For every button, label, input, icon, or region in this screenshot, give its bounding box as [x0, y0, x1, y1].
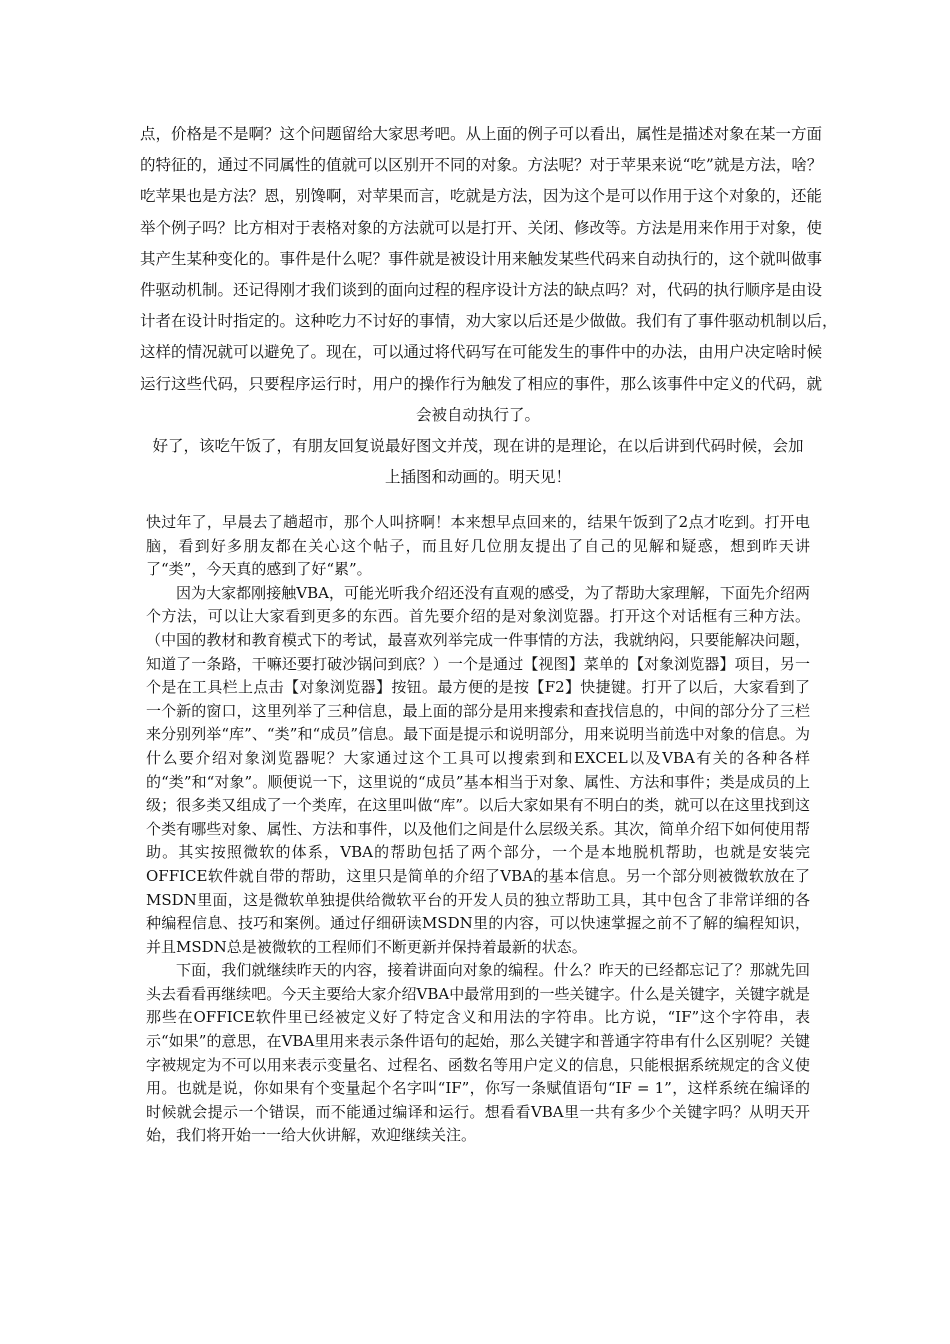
text-line: 其产生某种变化的。事件是什么呢？事件就是被设计用来触发某些代码来自动执行的，这个就叫做事 — [140, 249, 823, 268]
text-block-properties-methods-events — [140, 119, 838, 493]
text-line: 计者在设计时指定的。这种吃力不讨好的事情，劝大家以后还是少做做。我们有了事件驱动机制以后， — [140, 312, 838, 331]
paragraph-methods-events — [140, 119, 838, 431]
text-line: 会被自动执行了。 — [415, 405, 540, 424]
text-line: 件驱动机制。还记得刚才我们谈到的面向过程的程序设计方法的缺点吗？对，代码的执行顺序是由设 — [140, 281, 823, 300]
text-line: 上插图和动画的。明天见！ — [384, 468, 571, 487]
text-line: 这样的情况就可以避免了。现在，可以通过将代码写在可能发生的事件中的办法，由用户决定啥时候 — [140, 343, 823, 362]
text-line: 的特征的，通过不同属性的值就可以区别开不同的对象。方法呢？对于苹果来说“吃”就是方法，啥？ — [140, 156, 823, 175]
paragraph-keywords: 下面，我们就继续昨天的内容，接着讲面向对象的编程。什么？昨天的已经都忘记了？那就先回头去看看再继续吧。今天主要给大家介绍VBA中最常用到的一些关键字。什么是关键字，关键字就是那些在OFFICE软件里已经被定义好了特定含义和用法的字符串。比方说，“IF”这个字符串，表示“如果”的意思，在VBA里用来表示条件语句的起始，那么关键字和普通字符串有什么区别呢？关键字被规定为不可以用来表示变量名、过程名、函数名等用户定义的信息，只能根据系统规定的含义使用。也就是说，你如果有个变量起个名字叫“IF”，你写一条赋值语句“IF = 1”，这样系统在编译的时候就会提示一个错误，而不能通过编译和运行。想看看VBA里一共有多少个关键字吗？从明天开始，我们将开始一一给大伙讲解，欢迎继续关注。 — [146, 961, 810, 1145]
text-line: 举个例子吗？比方相对于表格对象的方法就可以是打开、关闭、修改等。方法是用来作用于对象，使 — [140, 218, 823, 237]
text-line: 运行这些代码，只要程序运行时，用户的操作行为触发了相应的事件，那么该事件中定义的代码，就 — [140, 374, 823, 393]
text-line: 点，价格是不是啊？这个问题留给大家思考吧。从上面的例子可以看出，属性是描述对象在某一方面 — [140, 125, 823, 143]
text-line: 吃苹果也是方法？恩，别馋啊，对苹果而言，吃就是方法，因为这个是可以作用于这个对象的，还能 — [140, 187, 823, 206]
text-line: 好了，该吃午饭了，有朋友回复说最好图文并茂，现在讲的是理论，在以后讲到代码时候，会加 — [152, 437, 804, 456]
paragraph-closing-note — [140, 431, 816, 493]
text-block-object-browser-keywords — [146, 511, 810, 1148]
paragraph-object-browser-help: 因为大家都刚接触VBA，可能光听我介绍还没有直观的感受，为了帮助大家理解，下面先介绍两个方法，可以让大家看到更多的东西。首先要介绍的是对象浏览器。打开这个对话框有三种方法。（中国的教材和教育模式下的考试，最喜欢列举完成一件事情的方法，我就纳闷，只要能解决问题，知道了一条路，干嘛还要打破沙锅问到底？）一个是通过【视图】菜单的【对象浏览器】项目，另一个是在工具栏上点击【对象浏览器】按钮。最方便的是按【F2】快捷键。打开了以后，大家看到了一个新的窗口，这里列举了三种信息，最上面的部分是用来搜索和查找信息的，中间的部分分了三栏来分别列举“库”、“类”和“成员”信息。最下面是提示和说明部分，用来说明当前选中对象的信息。为什么要介绍对象浏览器呢？大家通过这个工具可以搜索到和EXCEL以及VBA有关的各种各样的“类”和“对象”。顺便说一下，这里说的“成员”基本相当于对象、属性、方法和事件；类是成员的上级；很多类又组成了一个类库，在这里叫做“库”。以后大家如果有不明白的类，就可以在这里找到这个类有哪些对象、属性、方法和事件，以及他们之间是什么层级关系。其次，简单介绍下如何使用帮助。其实按照微软的体系，VBA的帮助包括了两个部分，一个是本地脱机帮助，也就是安装完OFFICE软件就自带的帮助，这里只是简单的介绍了VBA的基本信息。另一个部分则被微软放在了MSDN里面，这是微软单独提供给微软平台的开发人员的独立帮助工具，其中包含了非常详细的各种编程信息、技巧和案例。通过仔细研读MSDN里的内容，可以快速掌握之前不了解的编程知识，并且MSDN总是被微软的工程师们不断更新并保持着最新的状态。 — [146, 583, 810, 956]
paragraph-intro: 快过年了，早晨去了趟超市，那个人叫挤啊！本来想早点回来的，结果午饭到了2点才吃到。打开电脑，看到好多朋友都在关心这个帖子，而且好几位朋友提出了自己的见解和疑惑，想到昨天讲了“类”，今天真的感到了好“累”。 — [146, 513, 810, 579]
